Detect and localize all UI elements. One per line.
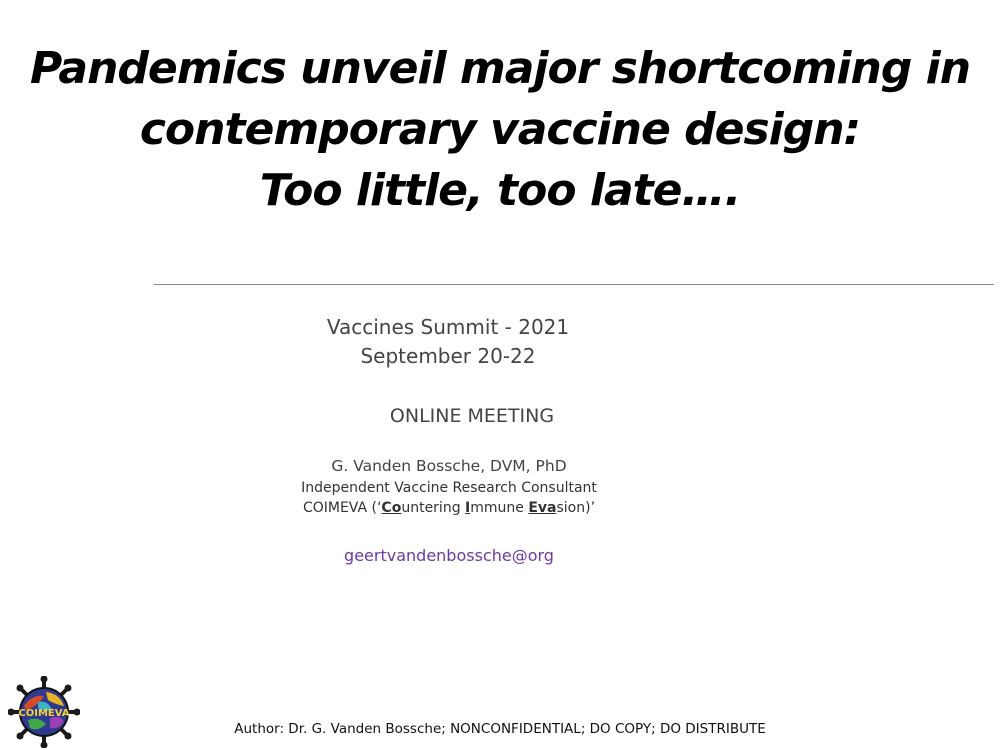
event-format: ONLINE MEETING xyxy=(389,405,555,427)
org-untering: untering xyxy=(401,500,466,516)
org-mmune: mmune xyxy=(470,500,529,516)
author-name: G. Vanden Bossche, DVM, PhD xyxy=(331,457,567,475)
org-i: I xyxy=(465,500,471,516)
org-eva: Eva xyxy=(528,500,557,516)
divider-rule xyxy=(154,284,994,285)
org-co: Co xyxy=(381,500,402,516)
svg-text:COIMEVA: COIMEVA xyxy=(18,708,70,719)
event-dates: September 20-22 xyxy=(360,344,536,368)
title-line-2: contemporary vaccine design: xyxy=(139,104,861,155)
title-line-1: Pandemics unveil major shortcoming in xyxy=(29,43,971,94)
author-organization xyxy=(249,498,649,518)
slide-title xyxy=(0,38,1000,221)
title-line-3: Too little, too late…. xyxy=(259,165,741,216)
org-prefix: COIMEVA (‘ xyxy=(302,500,382,516)
ship-wheel-logo xyxy=(8,676,80,748)
footer-note: Author: Dr. G. Vanden Bossche; NONCONFIDENTIAL; DO COPY; DO DISTRIBUTE xyxy=(234,721,766,737)
event-name: Vaccines Summit - 2021 xyxy=(326,315,570,339)
org-suffix: sion)’ xyxy=(556,500,596,516)
author-email[interactable]: geertvandenbossche@org xyxy=(344,546,554,565)
author-role: Independent Vaccine Research Consultant xyxy=(301,480,597,496)
